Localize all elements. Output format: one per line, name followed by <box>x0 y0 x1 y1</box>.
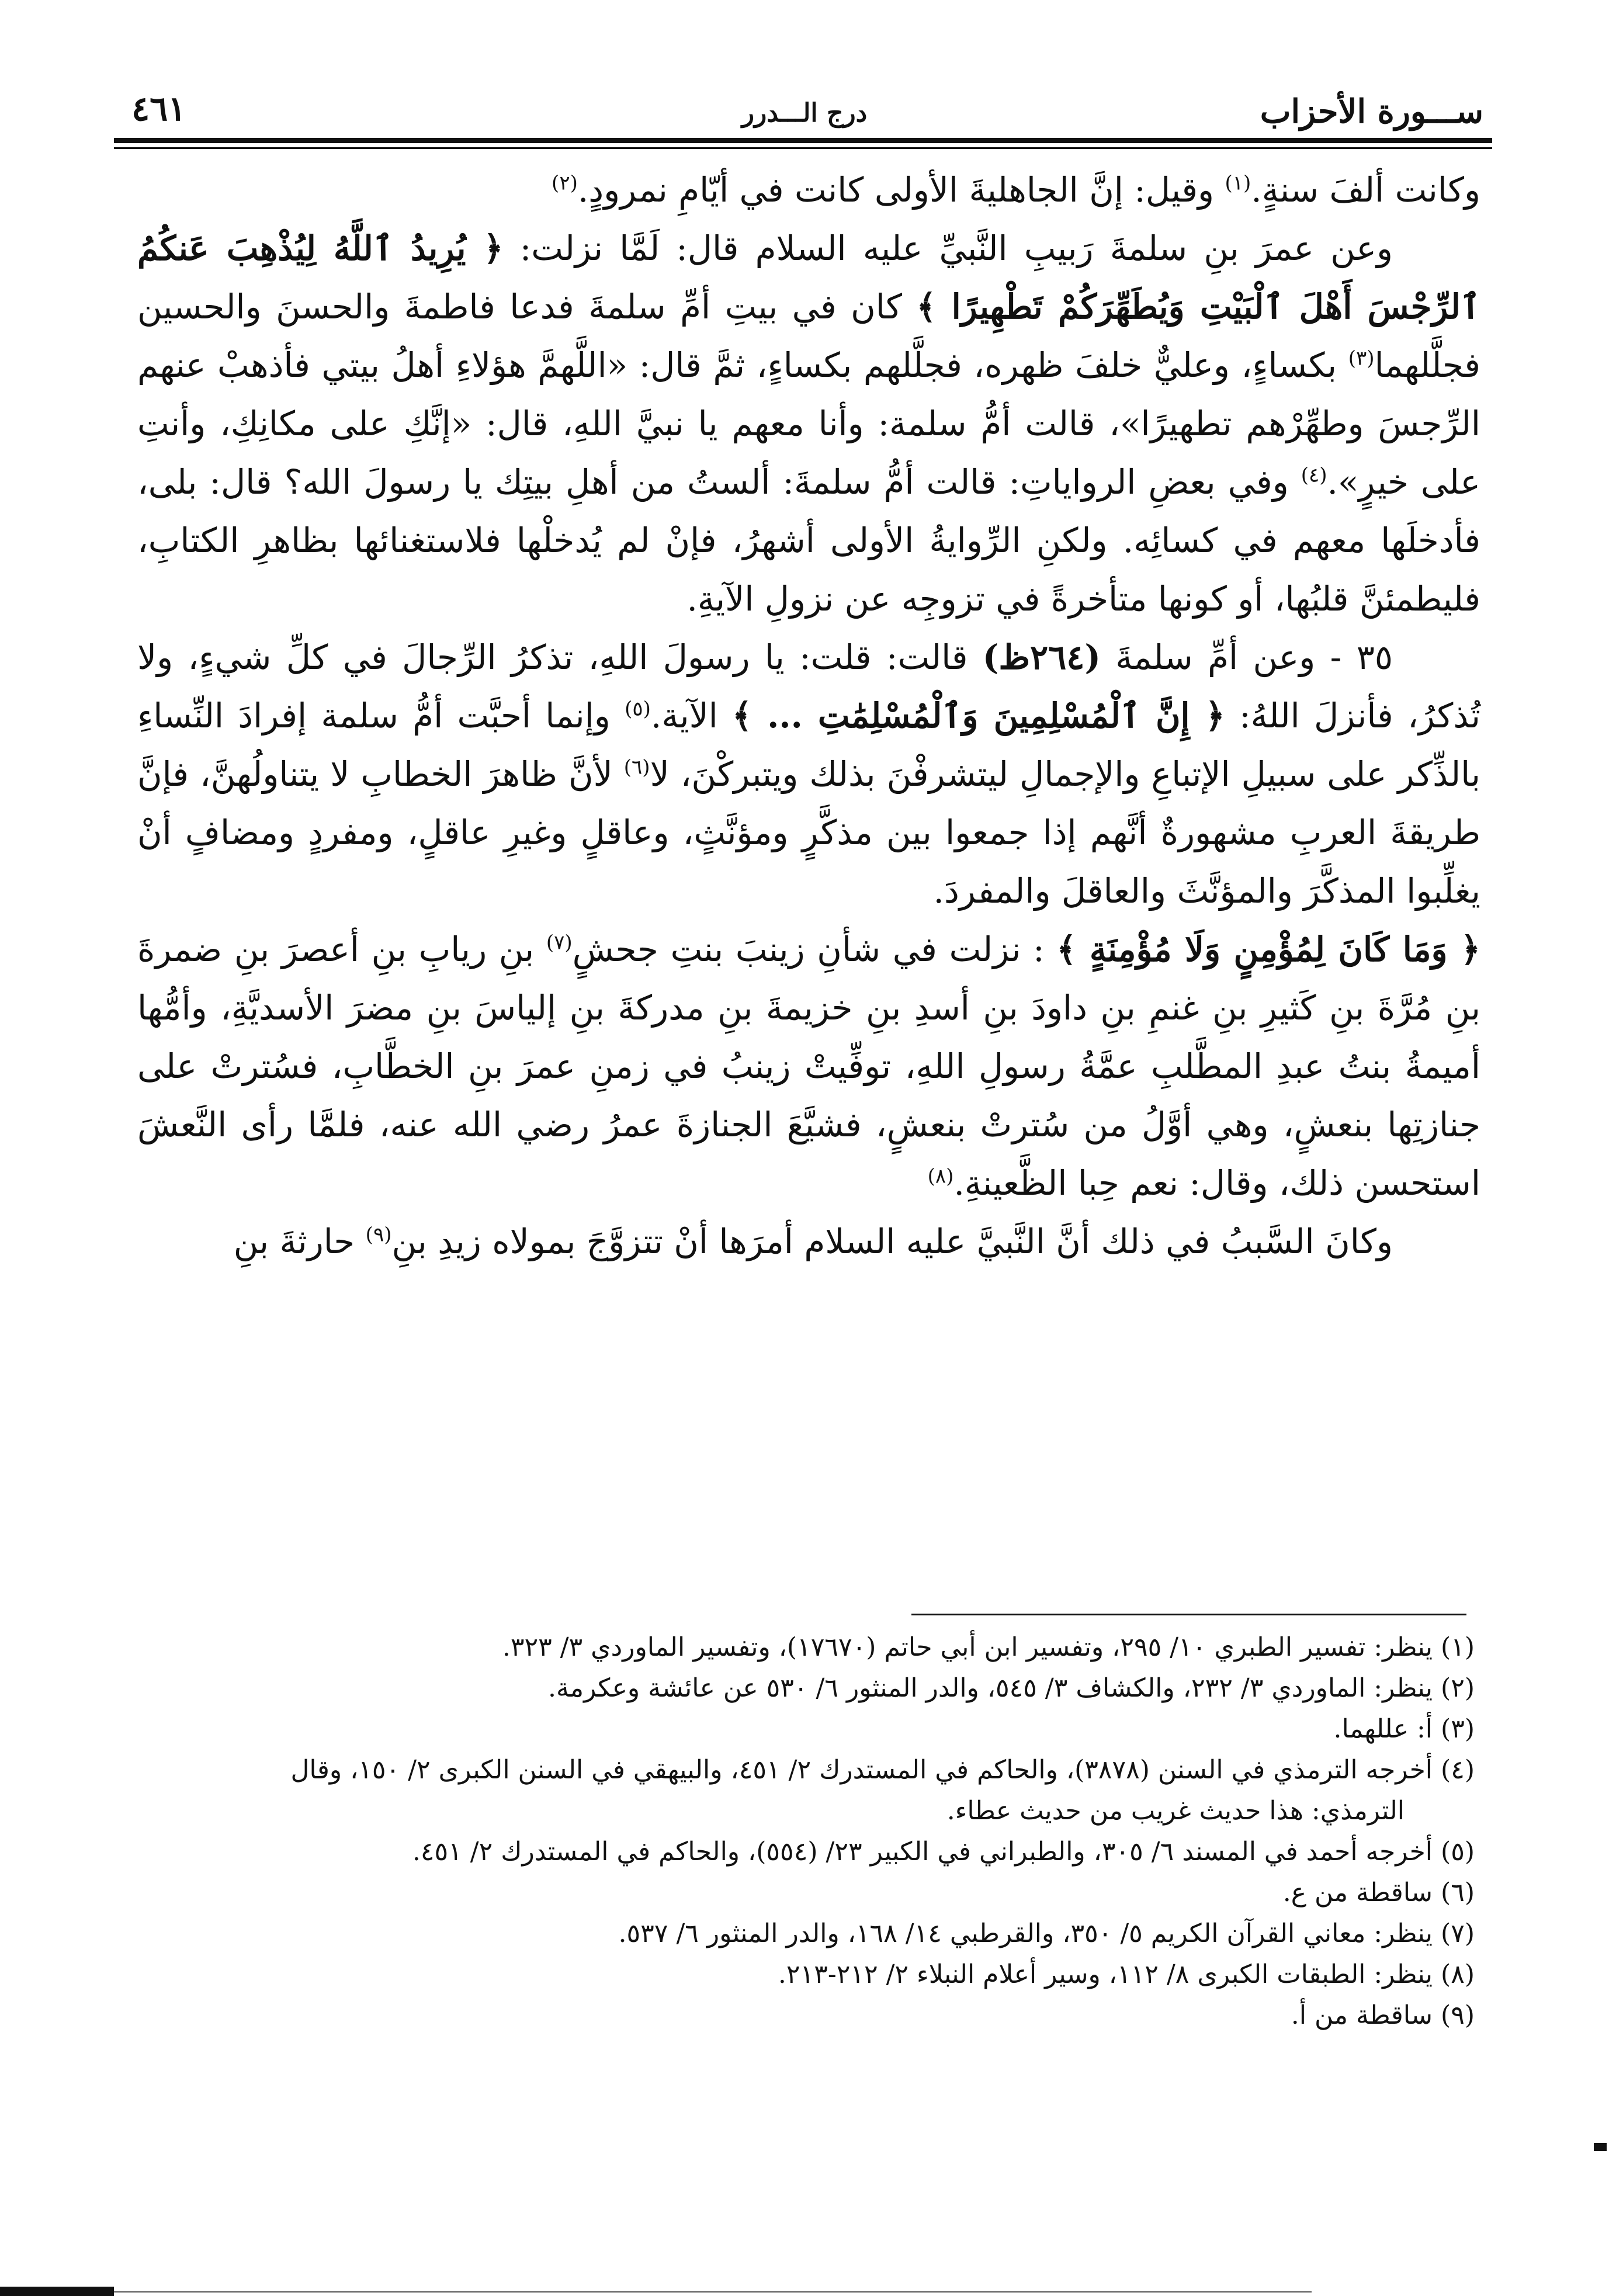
footnote-ref-6: (٦) <box>623 755 650 779</box>
text-run: حارثةَ بنِ <box>233 1222 366 1261</box>
quran-verse: إِنَّ ٱلْمُسْلِمِينَ وَٱلْمُسْلِمَٰتِ ... <box>752 696 1205 736</box>
text-run: : نزلت في شأنِ زينبَ بنتِ جحشٍ <box>572 930 1057 969</box>
text-run: لأنَّ ظاهرَ الخطابِ لا يتناولُهنَّ، فإنَّ طريقةَ العربِ مشهورةٌ أنَّهم إذا جمعوا بين مذكَّرٍ ومؤنَّثٍ، وعاقلٍ وغيرِ عاقلٍ، ومفردٍ ومضافٍ أنْ يغلِّبوا المذكَّرَ والمؤنَّثَ والعاقلَ والمفردَ. <box>137 754 1480 911</box>
footnote-4: (٤) أخرجه الترمذي في السنن (٣٨٧٨)، والحاكم في المستدرك ٢/ ٤٥١، والبيهقي في السنن الكبرى ٢/ ١٥٠، وقال <box>290 1755 1475 1785</box>
paragraph-1 <box>137 161 1480 219</box>
footnote-separator <box>911 1614 1466 1615</box>
scan-bottom-bar <box>0 2287 114 2296</box>
item-number: ٣٥ - <box>1315 637 1393 677</box>
footnote-4-continuation <box>126 1791 1475 1832</box>
footnote-1: (١) ينظر: تفسير الطبري ١٠/ ٢٩٥، وتفسير ابن أبي حاتم (١٧٦٧٠)، وتفسير الماوردي ٣/ ٣٢٣. <box>502 1632 1475 1662</box>
quran-verse: وَمَا كَانَ لِمُؤْمِنٍ وَلَا مُؤْمِنَةٍ <box>1076 930 1461 969</box>
paragraph-5 <box>137 1212 1480 1271</box>
paragraph-2 <box>137 219 1480 628</box>
footnote-5: (٥) أخرجه أحمد في المسند ٦/ ٣٠٥، والطبراني في الكبير ٢٣/ (٥٥٤)، والحاكم في المستدرك ٢/ ٤٥١. <box>412 1837 1475 1867</box>
paragraph-3 <box>137 628 1480 920</box>
text-run: الآية. <box>650 696 733 736</box>
text-run: وقيل: إنَّ الجاهليةَ الأولى كانت في أيّامِ نمرودٍ. <box>577 170 1225 210</box>
footnotes <box>126 1627 1475 2036</box>
footnote-ref-1: (١) <box>1225 171 1251 195</box>
main-text <box>137 161 1480 1271</box>
text-run: كان في بيتِ أمِّ سلمةَ فدعا فاطمةَ والحسنَ والحسين فجلَّلهما <box>137 287 1480 385</box>
scan-bottom-line <box>114 2291 1312 2292</box>
manuscript-ref: (٢٦٤ظ) <box>982 637 1101 677</box>
footnote-9: (٩) ساقطة من أ. <box>1291 2000 1475 2030</box>
text-run: وكانت ألفَ سنةٍ. <box>1251 170 1480 210</box>
footnote-ref-4: (٤) <box>1301 463 1327 487</box>
text-run: وفي بعضِ الرواياتِ: قالت أمُّ سلمةَ: ألستُ من أهلِ بيتِك يا رسولَ الله؟ قال: بلى، فأدخلَها معهم في كسائِه. ولكنِ الرِّوايةُ الأولى أشهرُ، فإنْ لم يُدخلْها فلاستغنائها بظاهرِ الكتابِ، فليطمئنَّ قلبُها، أو كونها متأخرةً في تزوجِه عن نزولِ الآيةِ. <box>137 462 1480 619</box>
quran-verse: يُرِيدُ ٱللَّهُ لِيُذْهِبَ عَنكُمُ ٱلرِّجْسَ أَهْلَ ٱلْبَيْتِ وَيُطَهِّرَكُمْ تَطْهِيرًا <box>137 228 1480 327</box>
footnote-ref-9: (٩) <box>365 1223 392 1247</box>
quran-bracket-open: ﴿ <box>1205 696 1225 736</box>
quran-bracket-close: ﴾ <box>732 696 753 736</box>
paragraph-4 <box>137 920 1480 1212</box>
footnote-ref-2: (٢) <box>552 171 578 195</box>
text-run: وإنما أحبَّت أمُّ سلمة إفرادَ النِّساءِ بالذِّكر على سبيلِ الإتباعِ والإجمالِ ليتشرفْنَ بذلك ويتبركْنَ، لا <box>137 696 1480 794</box>
quran-bracket-close: ﴾ <box>916 287 937 327</box>
footnote-ref-7: (٧) <box>546 931 573 955</box>
page-header <box>126 88 1483 134</box>
quran-bracket-open: ﴿ <box>1461 930 1480 969</box>
text-run: بكساءٍ، وعليٌّ خلفَ ظهره، فجلَّلهم بكساءٍ، ثمَّ قال: «اللَّهمَّ هؤلاءِ أهلُ بيتي فأذهبْ عنهم الرِّجسَ وطهِّرْهم تطهيرًا»، قالت أمُّ سلمة: وأنا معهم يا نبيَّ اللهِ، قال: «إنَّكِ على مكانِكِ، وأنتِ على خيرٍ». <box>137 345 1480 502</box>
text-run: قالت: قلت: يا رسولَ اللهِ، تذكرُ الرِّجالَ في كلِّ شيءٍ، ولا تُذكرُ، فأنزلَ اللهُ: <box>137 637 1480 736</box>
text-run: وعن أمِّ سلمةَ <box>1100 637 1316 677</box>
footnote-ref-3: (٣) <box>1348 346 1375 370</box>
footnote-7: (٧) ينظر: معاني القرآن الكريم ٥/ ٣٥٠، والقرطبي ١٤/ ١٦٨، والدر المنثور ٦/ ٥٣٧. <box>618 1919 1475 1948</box>
footnote-4-cont-text: الترمذي: هذا حديث غريب من حديث عطاء. <box>946 1796 1405 1826</box>
book-title: درج الـــدرر <box>741 98 868 128</box>
footnote-8: (٨) ينظر: الطبقات الكبرى ٨/ ١١٢، وسير أعلام النبلاء ٢/ ٢١٢-٢١٣. <box>778 1959 1475 1989</box>
footnote-2: (٢) ينظر: الماوردي ٣/ ٢٣٢، والكشاف ٣/ ٥٤٥، والدر المنثور ٦/ ٥٣٠ عن عائشة وعكرمة. <box>547 1673 1475 1703</box>
footnote-3: (٣) أ: عللهما. <box>1333 1714 1475 1744</box>
text-run: وعن عمرَ بنِ سلمةَ رَبيبِ النَّبيِّ عليه السلام قال: لَمَّا نزلت: <box>503 228 1393 268</box>
quran-bracket-open: ﴿ <box>483 228 504 268</box>
header-rule-thin <box>114 147 1492 149</box>
surah-title: ســـورة الأحزاب <box>1260 92 1483 131</box>
page-number: ٤٦١ <box>131 89 186 129</box>
text-run: بنِ ريابِ بنِ أعصرَ بنِ ضمرةَ بنِ مُرَّةَ بنِ كَثيرِ بنِ غنمِ بنِ داودَ بنِ أسدِ بنِ خزيمةَ بنِ مدركةَ بنِ إلياسَ بنِ مضرَ الأسديَّةِ، وأمُّها أميمةُ بنتُ عبدِ المطَّلبِ عمَّةُ رسولِ اللهِ، توفِّيتْ زينبُ في زمنِ عمرَ بنِ الخطَّابِ، فسُترتْ على جنازتِها بنعشٍ، وهي أوَّلُ من سُترتْ بنعشٍ، فشيَّعَ الجنازةَ عمرُ رضي الله عنه، فلمَّا رأى النَّعشَ استحسن ذلك، وقال: نعم حِبا الظَّعينةِ. <box>137 930 1480 1203</box>
scan-edge-mark <box>1594 2143 1607 2151</box>
footnote-ref-5: (٥) <box>625 697 651 721</box>
footnote-ref-8: (٨) <box>927 1164 954 1188</box>
text-run: وكانَ السَّببُ في ذلك أنَّ النَّبيَّ عليه السلام أمرَها أنْ تتزوَّجَ بمولاه زيدِ بنِ <box>391 1222 1393 1261</box>
footnote-6: (٦) ساقطة من ع. <box>1282 1878 1475 1907</box>
quran-bracket-close: ﴾ <box>1056 930 1077 969</box>
header-rule-thick <box>114 138 1492 143</box>
